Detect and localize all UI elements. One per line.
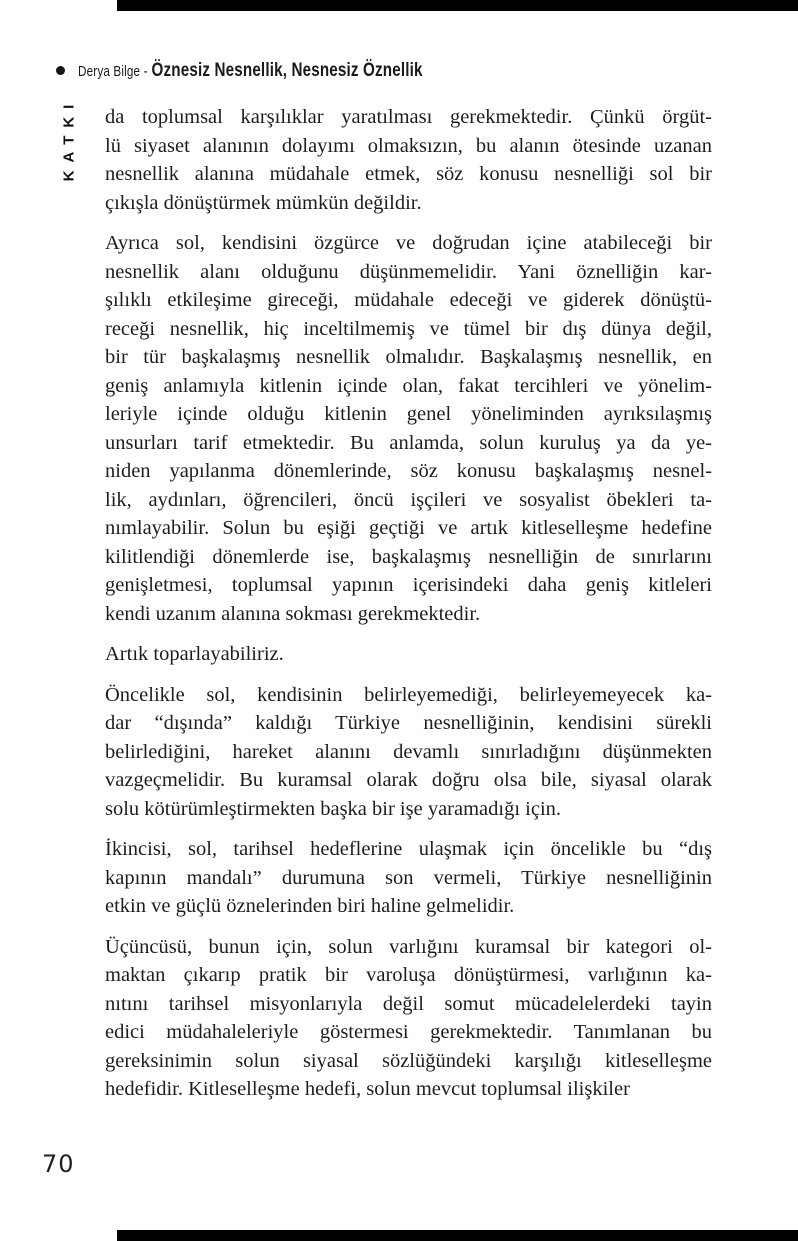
text-line: unsurları tarif etmektedir. Bu anlamda, solun kuruluş ya da ye- [105, 431, 712, 454]
text-line: receği nesnellik, hiç inceltilmemiş ve tümel bir dış dünya değil, [105, 317, 712, 340]
text-line: Artık toparlayabiliriz. [105, 643, 284, 665]
text-line: lik, aydınları, öğrencileri, öncü işçileri ve sosyalist öbekleri ta- [105, 488, 712, 511]
header-title: Öznesiz Nesnellik, Nesnesiz Öznellik [151, 58, 423, 81]
text-line: belirlediğini, hareket alanını devamlı sınırladığını düşünmekten [105, 740, 712, 763]
text-line: da toplumsal karşılıklar yaratılması gerekmektedir. Çünkü örgüt- [105, 106, 712, 128]
text-line: nesnellik alanına müdahale etmek, söz konusu nesnelliği sol bir [105, 163, 712, 185]
margin-section-label: KATKI [60, 96, 78, 182]
text-line: İkincisi, sol, tarihsel hedeflerine ulaşmak için öncelikle bu “dış [105, 838, 712, 860]
text-line: hedefidir. Kitleselleşme hedefi, solun mevcut toplumsal ilişkiler [105, 1078, 630, 1100]
text-line: Ayrıca sol, kendisini özgürce ve doğrudan içine atabileceği bir [105, 232, 712, 254]
paragraph [105, 933, 712, 1104]
paragraph [105, 835, 712, 921]
scan-edge-bar-top [117, 0, 798, 11]
running-header-text [78, 59, 423, 82]
text-line: solu kötürümleştirmekten başka bir işe yaramadığı için. [105, 797, 562, 820]
text-line: vazgeçmelidir. Bu kuramsal olarak doğru olsa bile, siyasal olarak [105, 769, 712, 791]
running-header [56, 56, 520, 84]
text-line: maktan çıkarıp pratik bir varoluşa dönüştürmesi, varlığının ka- [105, 964, 712, 986]
text-line: kilitlendiği dönemlerde ise, başkalaşmış nesnelliğin de sınırlarını [105, 545, 712, 568]
text-line: bir tür başkalaşmış nesnellik olmalıdır. Başkalaşmış nesnellik, en [105, 346, 712, 368]
text-line: kapının mandalı” durumuna son vermeli, Türkiye nesnelliğinin [105, 866, 712, 889]
scan-edge-bar-bottom [117, 1230, 798, 1241]
paragraph [105, 681, 712, 824]
body-text [105, 103, 712, 1116]
text-line: Üçüncüsü, bunun için, solun varlığını kuramsal bir kategori ol- [105, 935, 712, 958]
text-line: niden yapılanma dönemlerinde, söz konusu başkalaşmış nesnel- [105, 460, 712, 482]
text-line: leriyle içinde olduğu kitlenin genel yöneliminden ayrıksılaşmış [105, 403, 712, 425]
text-line: geniş anlamıyla kitlenin içinde olan, fakat tercihleri ve yönelim- [105, 374, 712, 397]
header-author: Derya Bilge - [78, 62, 148, 80]
text-line: etkin ve güçlü öznelerinden biri haline gelmelidir. [105, 895, 515, 917]
text-line: nımlayabilir. Solun bu eşiği geçtiği ve artık kitleselleşme hedefine [105, 517, 712, 539]
text-line: kendi uzanım alanına sokması gerekmektedir. [105, 602, 481, 625]
text-line: Öncelikle sol, kendisinin belirleyemediği, belirleyemeyecek ka- [105, 683, 712, 706]
text-line: nıtını tarihsel misyonlarıyla değil somut mücadelelerdeki tayin [105, 992, 712, 1015]
text-line: genişletmesi, toplumsal yapının içerisindeki daha geniş kitleleri [105, 574, 712, 596]
page-number: 70 [42, 1150, 75, 1178]
paragraph [105, 103, 712, 217]
paragraph [105, 640, 712, 669]
text-line: nesnellik alanı olduğunu düşünmemelidir. Yani öznelliğin kar- [105, 260, 712, 283]
text-line: lü siyaset alanının dolayımı olmaksızın, bu alanın ötesinde uzanan [105, 134, 712, 157]
bullet-icon [56, 66, 65, 75]
paragraph [105, 229, 712, 628]
text-line: şılıklı etkileşime gireceği, müdahale edeceği ve giderek dönüştü- [105, 289, 712, 311]
text-line: edici müdahaleleriyle göstermesi gerekmektedir. Tanımlanan bu [105, 1021, 712, 1043]
text-line: dar “dışında” kaldığı Türkiye nesnelliğinin, kendisini sürekli [105, 712, 712, 734]
text-line: çıkışla dönüştürmek mümkün değildir. [105, 191, 422, 214]
text-line: gereksinimin solun siyasal sözlüğündeki karşılığı kitleselleşme [105, 1049, 712, 1072]
